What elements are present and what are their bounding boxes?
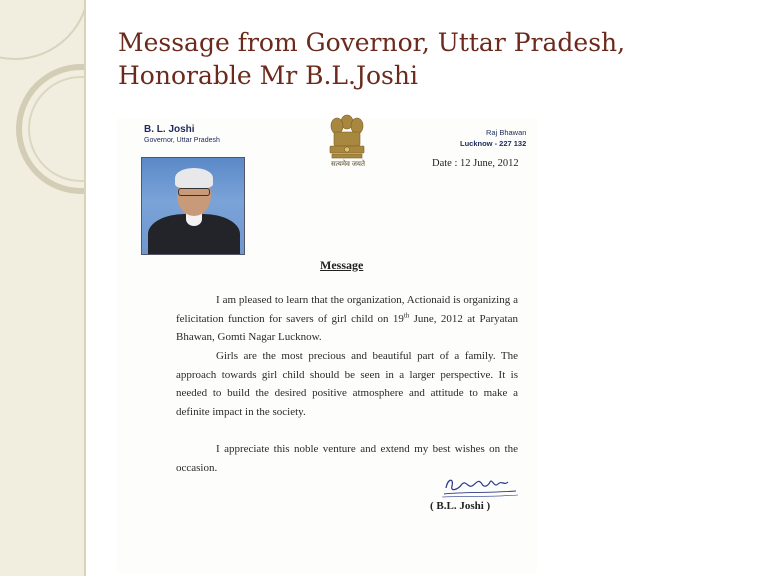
strip-edge (84, 0, 86, 576)
slide-title (118, 26, 758, 92)
title-line-2: Honorable Mr B.L.Joshi (118, 61, 418, 90)
decorative-ring (0, 0, 86, 60)
portrait-glasses (178, 188, 210, 196)
title-line-1: Message from Governor, Uttar Pradesh, (118, 28, 626, 57)
message-paragraph-2 (176, 347, 518, 421)
portrait-photo (141, 157, 245, 255)
address-line-1: Raj Bhawan (486, 128, 527, 137)
signature-name: ( B.L. Joshi ) (430, 500, 491, 512)
decorative-left-strip (0, 0, 86, 576)
state-emblem-icon (322, 112, 372, 164)
sender-name: B. L. Joshi (144, 124, 195, 135)
handwritten-signature (440, 470, 520, 500)
emblem-motto: सत्यमेव जयते (331, 160, 365, 168)
message-heading: Message (320, 258, 364, 272)
letter-date: Date : 12 June, 2012 (432, 158, 519, 169)
paragraph-3-text: I appreciate this noble venture and extend my best wishes on the occasion. (176, 443, 518, 474)
paragraph-1-text-a: I am pleased to learn that the organization, Actionaid is organizing a felicitation function for savers of girl child on 19 (176, 294, 518, 325)
portrait-hair (175, 168, 213, 188)
address-line-2: Lucknow - 227 132 (460, 139, 527, 148)
paragraph-1-text-b: June, 2012 at Paryatan Bhawan, Gomti Nagar Lucknow. (176, 312, 518, 344)
paragraph-1-superscript: th (403, 310, 410, 319)
sender-title: Governor, Uttar Pradesh (144, 137, 220, 144)
message-paragraph-1 (176, 291, 518, 347)
paragraph-2-text: Girls are the most precious and beautiful part of a family. The approach towards girl child should be seen in a larger perspective. It is needed to build the desired positive atmosphere and attitude to make a definite impact in the society. (176, 350, 518, 418)
